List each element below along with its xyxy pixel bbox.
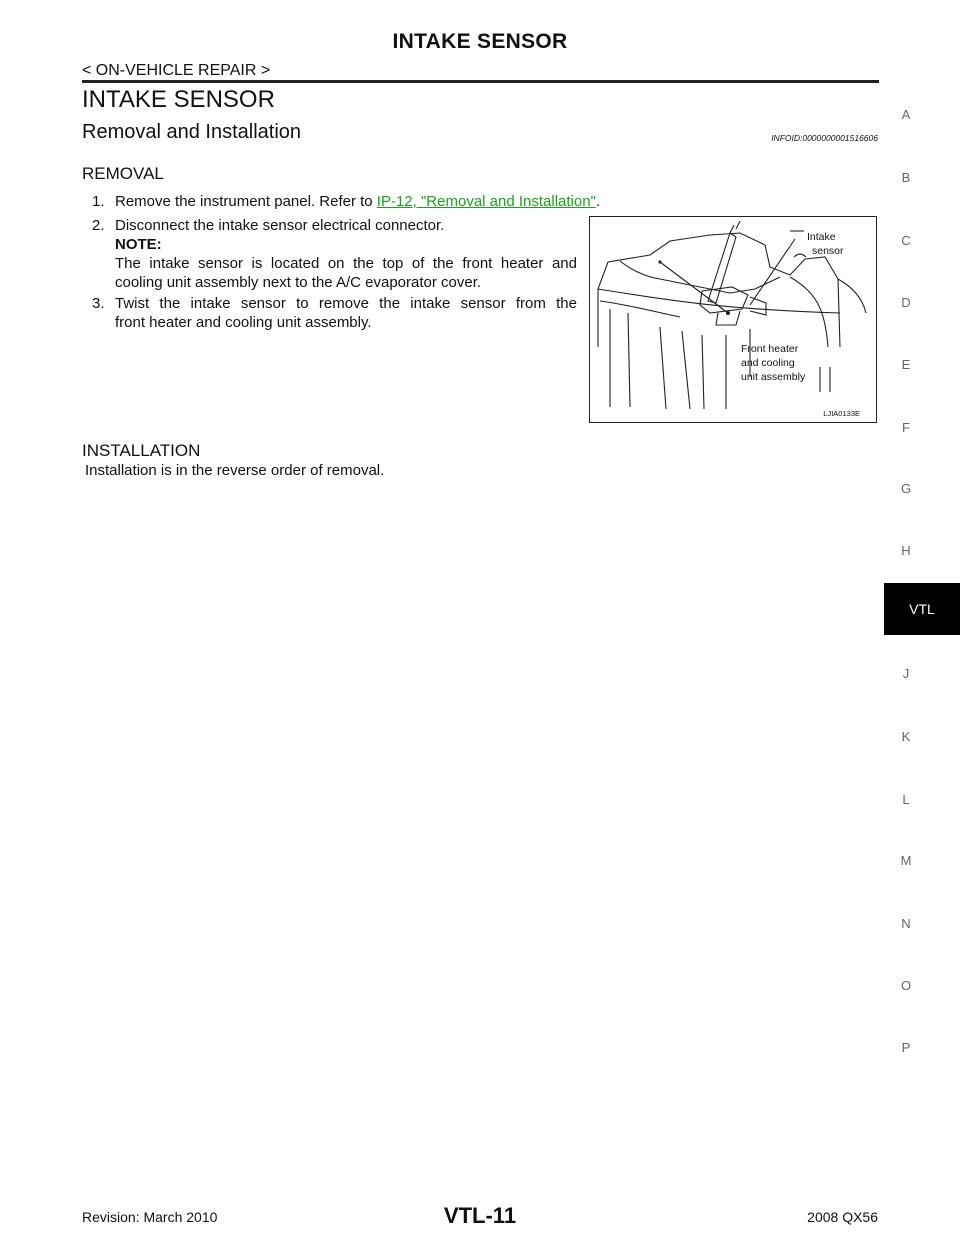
step-3-line-2: front heater and cooling unit assembly. xyxy=(115,314,372,331)
section-subtitle: Removal and Installation xyxy=(82,121,302,143)
side-index-g[interactable]: G xyxy=(900,481,912,496)
side-index-c[interactable]: C xyxy=(901,233,911,248)
step-3-number: 3. xyxy=(92,295,105,312)
header-rule xyxy=(82,80,879,83)
step-2-text: Disconnect the intake sensor electrical connector. xyxy=(115,217,445,234)
side-index-a[interactable]: A xyxy=(901,107,911,122)
installation-text: Installation is in the reverse order of removal. xyxy=(85,462,385,479)
side-index-f[interactable]: F xyxy=(902,420,910,435)
side-index-j[interactable]: J xyxy=(902,666,910,681)
figure-code: LJIA0133E xyxy=(823,409,860,418)
step-3 xyxy=(115,294,577,332)
note-label: NOTE: xyxy=(115,236,162,253)
step-3-line-1: Twist the intake sensor to remove the intake sensor from the xyxy=(115,295,577,312)
intake-sensor-label-2: sensor xyxy=(812,245,844,257)
note-line-1: The intake sensor is located on the top of the front heater and xyxy=(115,255,577,272)
step-1-text: Remove the instrument panel. Refer to xyxy=(115,193,377,210)
ip-12-reference-link[interactable]: IP-12, "Removal and Installation" xyxy=(376,193,596,210)
step-1-suffix: . xyxy=(595,193,601,210)
side-index-l[interactable]: L xyxy=(902,792,910,807)
footer-revision: Revision: March 2010 xyxy=(82,1209,218,1225)
side-index-k[interactable]: K xyxy=(901,729,911,744)
side-index-o[interactable]: O xyxy=(900,978,912,993)
note-line-2: cooling unit assembly next to the A/C evaporator cover. xyxy=(115,274,482,291)
breadcrumb: < ON-VEHICLE REPAIR > xyxy=(82,62,271,79)
intake-sensor-figure xyxy=(589,216,877,423)
side-index-n[interactable]: N xyxy=(901,916,911,931)
intake-sensor-label-1: Intake xyxy=(807,231,836,243)
side-index-e[interactable]: E xyxy=(901,357,911,372)
page-title: INTAKE SENSOR xyxy=(392,30,568,53)
section-title: INTAKE SENSOR xyxy=(82,86,275,113)
footer-page-number: VTL-11 xyxy=(443,1203,517,1228)
installation-heading: INSTALLATION xyxy=(82,441,201,460)
front-heater-label-3: unit assembly xyxy=(741,371,806,383)
step-1 xyxy=(92,192,600,211)
step-2-number: 2. xyxy=(92,217,105,234)
removal-heading: REMOVAL xyxy=(82,164,164,183)
step-2-number-wrap xyxy=(92,216,115,235)
step-2 xyxy=(115,216,577,292)
footer-model: 2008 QX56 xyxy=(807,1209,878,1225)
front-heater-label-1: Front heater xyxy=(741,343,799,355)
info-id: INFOID:0000000001516606 xyxy=(771,133,878,143)
side-index-m[interactable]: M xyxy=(900,853,912,868)
side-index-h[interactable]: H xyxy=(901,543,911,558)
side-index-vtl-active-tab[interactable]: VTL xyxy=(884,583,960,635)
step-1-number: 1. xyxy=(92,193,105,210)
side-index-d[interactable]: D xyxy=(901,295,911,310)
front-heater-label-2: and cooling xyxy=(741,357,795,369)
step-3-number-wrap xyxy=(92,294,115,313)
side-index-b[interactable]: B xyxy=(901,170,911,185)
side-index-p[interactable]: P xyxy=(901,1040,911,1055)
